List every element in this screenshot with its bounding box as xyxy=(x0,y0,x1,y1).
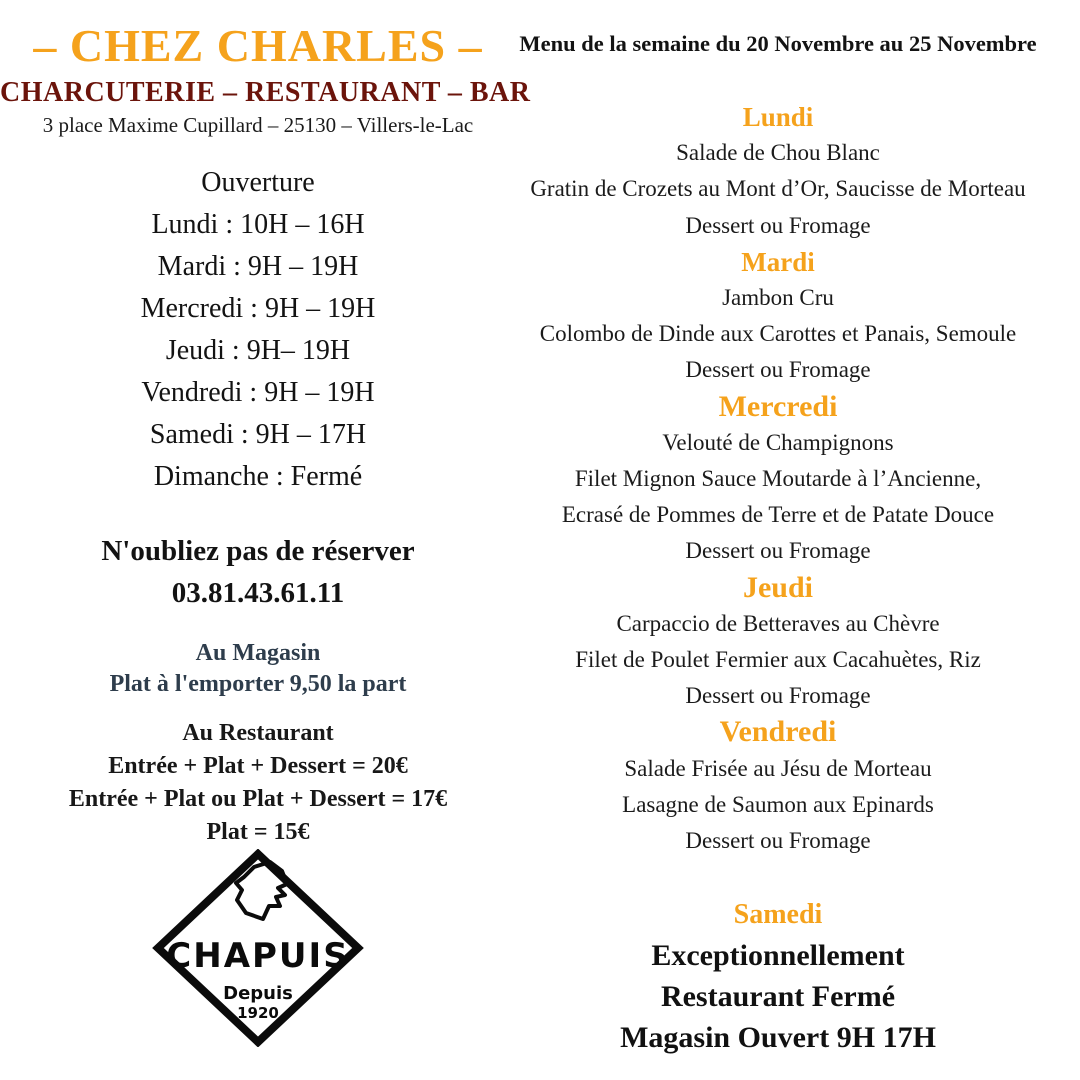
brand-title: – CHEZ CHARLES – xyxy=(33,20,483,71)
dish-line: Filet Mignon Sauce Moutarde à l’Ancienne, xyxy=(574,466,982,492)
logo-name-text: CHAPUIS xyxy=(166,936,350,976)
restaurant-prices-block xyxy=(0,717,516,849)
day-block-friday xyxy=(482,714,1074,859)
dish-line: Dessert ou Fromage xyxy=(685,212,871,238)
opening-hours xyxy=(0,162,516,498)
dish-line: Jambon Cru xyxy=(722,285,834,311)
restaurant-prices-title: Au Restaurant xyxy=(182,720,334,746)
dish-line: Dessert ou Fromage xyxy=(685,828,871,854)
day-label-wednesday: Mercredi xyxy=(718,389,838,423)
brand-address: 3 place Maxime Cupillard – 25130 – Villers-le-Lac xyxy=(42,113,474,137)
dish-line: Dessert ou Fromage xyxy=(685,357,871,383)
day-block-monday xyxy=(482,99,1074,244)
reservation-text: N'oubliez pas de réserver xyxy=(101,535,415,567)
dish-line: Carpaccio de Betteraves au Chèvre xyxy=(616,610,940,636)
day-block-wednesday xyxy=(482,389,1074,570)
price-formula-full: Entrée + Plat + Dessert = 20€ xyxy=(108,753,408,779)
hours-monday: Lundi : 10H – 16H xyxy=(151,209,365,240)
day-label-saturday: Samedi xyxy=(733,899,823,931)
price-formula-partial: Entrée + Plat ou Plat + Dessert = 17€ xyxy=(68,786,448,812)
day-label-tuesday: Mardi xyxy=(741,246,815,277)
logo-depuis-text: Depuis xyxy=(223,983,293,1004)
dish-line: Lasagne de Saumon aux Epinards xyxy=(622,791,934,817)
dish-line: Salade Frisée au Jésu de Morteau xyxy=(624,755,932,781)
dish-line: Salade de Chou Blanc xyxy=(676,140,880,166)
price-formula-plat: Plat = 15€ xyxy=(206,819,310,845)
dish-line: Dessert ou Fromage xyxy=(685,538,871,564)
hours-sunday: Dimanche : Fermé xyxy=(153,461,363,492)
shop-offer-title: Au Magasin xyxy=(195,640,321,666)
day-block-tuesday xyxy=(482,244,1074,389)
dish-line: Filet de Poulet Fermier aux Cacahuètes, Riz xyxy=(575,647,981,673)
dish-line: Dessert ou Fromage xyxy=(685,683,871,709)
phone-number: 03.81.43.61.11 xyxy=(171,577,345,609)
left-column xyxy=(0,0,531,1052)
opening-hours-title: Ouverture xyxy=(201,167,315,198)
saturday-note-line: Restaurant Fermé xyxy=(660,980,896,1014)
shop-offer-line: Plat à l'emporter 9,50 la part xyxy=(109,671,407,697)
logo-year-text: 1920 xyxy=(237,1004,279,1022)
day-block-saturday xyxy=(482,895,1074,1058)
hours-saturday: Samedi : 9H – 17H xyxy=(149,419,367,450)
shop-offer-block xyxy=(0,638,516,700)
reservation-block xyxy=(0,530,516,614)
hours-wednesday: Mercredi : 9H – 19H xyxy=(140,293,376,324)
dish-line: Velouté de Champignons xyxy=(662,429,894,455)
menu-heading: Menu de la semaine du 20 Novembre au 25 Novembre xyxy=(519,31,1037,56)
hours-thursday: Jeudi : 9H– 19H xyxy=(165,335,351,366)
dish-line: Colombo de Dinde aux Carottes et Panais, Semoule xyxy=(539,321,1017,347)
weekly-menu-column xyxy=(482,0,1074,1058)
menu-days-list xyxy=(482,99,1074,859)
day-label-friday: Vendredi xyxy=(719,715,837,749)
chapuis-diamond-logo-icon xyxy=(152,849,364,1047)
saturday-note-line: Magasin Ouvert 9H 17H xyxy=(620,1021,936,1055)
day-label-thursday: Jeudi xyxy=(742,570,814,604)
dish-line: Gratin de Crozets au Mont d’Or, Saucisse de Morteau xyxy=(530,176,1026,202)
saturday-note-line: Exceptionnellement xyxy=(651,939,905,973)
day-block-thursday xyxy=(482,570,1074,715)
hours-friday: Vendredi : 9H – 19H xyxy=(141,377,375,408)
day-label-monday: Lundi xyxy=(742,102,814,132)
dish-line: Ecrasé de Pommes de Terre et de Patate Douce xyxy=(561,502,995,528)
brand-subtitle: CHARCUTERIE – RESTAURANT – BAR xyxy=(0,77,531,108)
chapuis-logo xyxy=(0,849,516,1052)
hours-tuesday: Mardi : 9H – 19H xyxy=(157,251,359,282)
